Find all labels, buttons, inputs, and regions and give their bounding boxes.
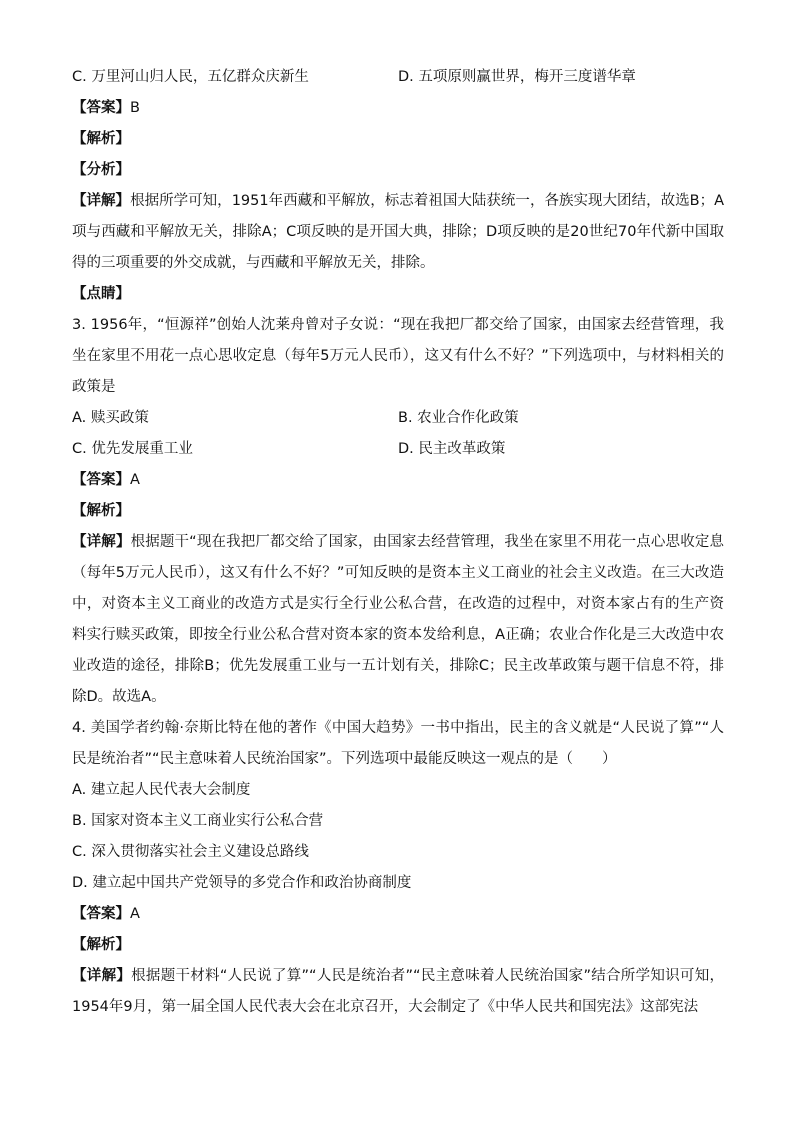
q3-options-cd <box>72 434 724 465</box>
detail-text: 根据所学可知，1951年西藏和平解放，标志着祖国大陆获统一，各族实现大团结，故选B；A项与西藏和平解放无关，排除A；C项反映的是开国大典，排除；D项反映的是20世纪70年代新中国取得的三项重要的外交成就，与西藏和平解放无关，排除。 <box>72 193 725 271</box>
q3-detail <box>72 527 724 713</box>
answer-value: B <box>130 100 140 116</box>
q2-analysis-tag: 【解析】 <box>72 131 130 147</box>
q2-detail <box>72 186 724 279</box>
q4-stem: 4. 美国学者约翰·奈斯比特在他的著作《中国大趋势》一书中指出，民主的含义就是“人民说了算”“人民是统治者”“民主意味着人民统治国家”。下列选项中最能反映这一观点的是（ ） <box>72 720 724 767</box>
q3-stem: 3. 1956年，“恒源祥”创始人沈莱舟曾对子女说：“现在我把厂都交给了国家，由国家去经营管理，我坐在家里不用花一点心思收定息（每年5万元人民币），这又有什么不好？”下列选项中，与材料相关的政策是 <box>72 317 724 395</box>
q4-answer <box>72 899 724 930</box>
q2-option-c: C. 万里河山归人民，五亿群众庆新生 <box>72 69 309 85</box>
q3-answer <box>72 465 724 496</box>
q4-detail <box>72 961 724 1023</box>
detail-tag: 【详解】 <box>72 193 131 209</box>
answer-tag: 【答案】 <box>72 100 130 116</box>
q4-option-d: D. 建立起中国共产党领导的多党合作和政治协商制度 <box>72 875 412 891</box>
q2-options-cd <box>72 62 724 93</box>
q4-option-c: C. 深入贯彻落实社会主义建设总路线 <box>72 844 309 860</box>
q4-option-a: A. 建立起人民代表大会制度 <box>72 782 251 798</box>
answer-value: A <box>130 906 140 922</box>
answer-tag: 【答案】 <box>72 906 130 922</box>
answer-tag: 【答案】 <box>72 472 130 488</box>
q3-option-c: C. 优先发展重工业 <box>72 441 193 457</box>
q3-option-d: D. 民主改革政策 <box>398 441 506 457</box>
q2-option-d: D. 五项原则赢世界，梅开三度谱华章 <box>398 69 636 85</box>
answer-value: A <box>130 472 140 488</box>
q2-fenxi-tag: 【分析】 <box>72 162 130 178</box>
document-page <box>72 62 724 1023</box>
q3-options-ab <box>72 403 724 434</box>
q2-answer <box>72 93 724 124</box>
q4-analysis-tag: 【解析】 <box>72 937 130 953</box>
detail-tag: 【详解】 <box>72 534 131 550</box>
q3-option-a: A. 赎买政策 <box>72 410 149 426</box>
q4-option-b: B. 国家对资本主义工商业实行公私合营 <box>72 813 324 829</box>
detail-text: 根据题干“现在我把厂都交给了国家，由国家去经营管理，我坐在家里不用花一点心思收定息（每年5万元人民币），这又有什么不好？”可知反映的是资本主义工商业的社会主义改造。在三大改造中，对资本主义工商业的改造方式是实行全行业公私合营，在改造的过程中，对资本家占有的生产资料实行赎买政策，即按全行业公私合营对资本家的资本发给利息，A正确；农业合作化是三大改造中农业改造的途径，排除B；优先发展重工业与一五计划有关，排除C；民主改革政策与题干信息不符，排除D。故选A。 <box>72 534 724 705</box>
q3-analysis-tag: 【解析】 <box>72 503 130 519</box>
q2-dianjing-tag: 【点睛】 <box>72 286 130 302</box>
detail-text: 根据题干材料“人民说了算”“人民是统治者”“民主意味着人民统治国家”结合所学知识可知，1954年9月，第一届全国人民代表大会在北京召开，大会制定了《中华人民共和国宪法》这部宪法 <box>72 968 725 1015</box>
detail-tag: 【详解】 <box>72 968 132 984</box>
q3-option-b: B. 农业合作化政策 <box>398 410 519 426</box>
